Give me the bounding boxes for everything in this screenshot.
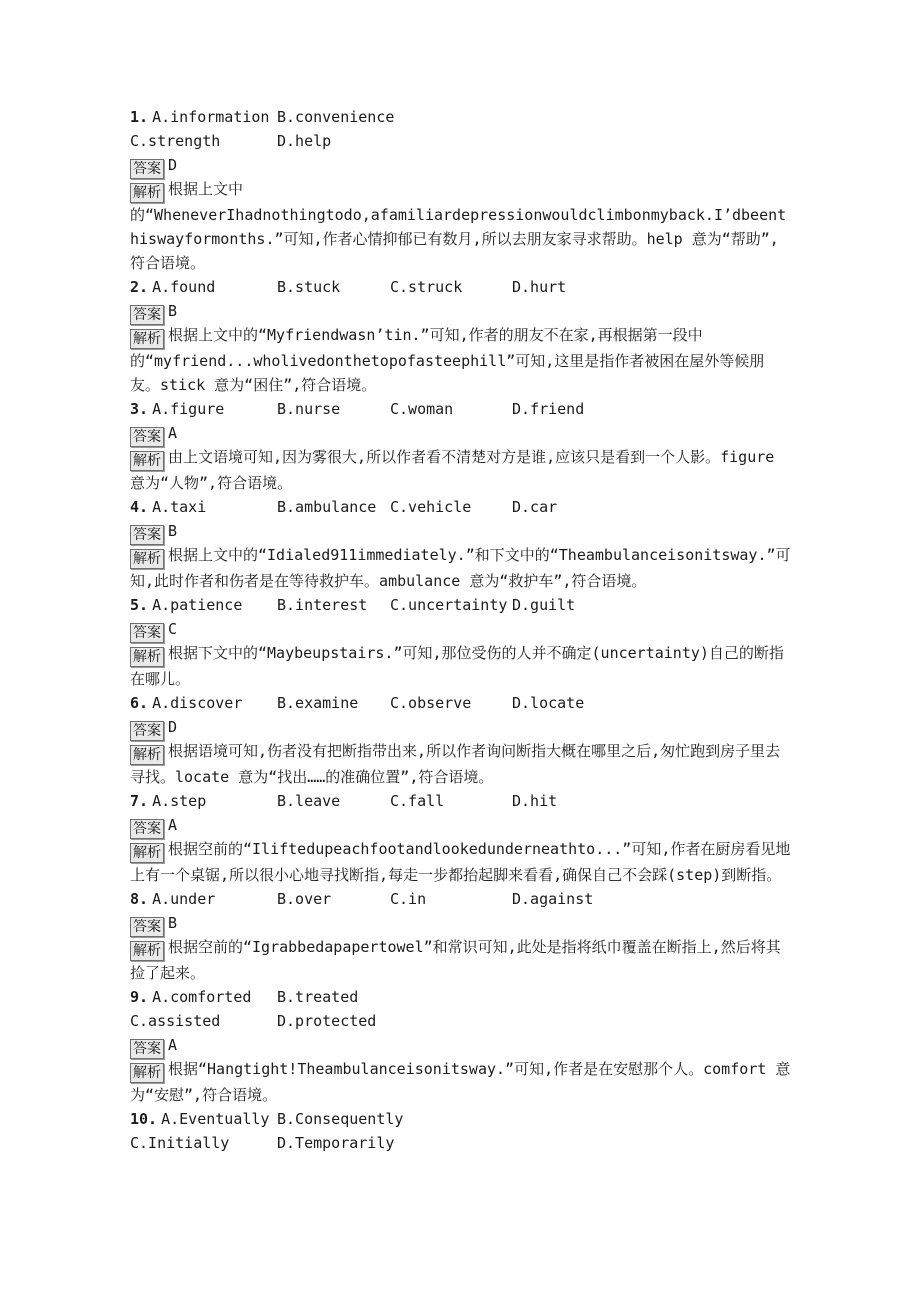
option-label: C.assisted — [130, 1012, 221, 1030]
option-cell — [390, 495, 512, 519]
option-label: A.figure — [152, 400, 225, 418]
option-cell — [277, 1009, 793, 1033]
option-label: B.treated — [277, 988, 359, 1006]
option-cell — [130, 129, 277, 153]
answer-line — [130, 715, 793, 739]
option-cell — [130, 593, 277, 617]
question-number: 5. — [130, 596, 149, 614]
option-label: C.in — [390, 890, 427, 908]
analysis-label: 解析 — [130, 941, 164, 961]
option-cell — [277, 129, 793, 153]
option-rows — [130, 985, 793, 1033]
answer-label: 答案 — [130, 525, 164, 545]
option-label: D.friend — [512, 400, 585, 418]
question-block — [130, 985, 793, 1107]
answer-label: 答案 — [130, 819, 164, 839]
option-cell — [512, 691, 793, 715]
question-number: 10. — [130, 1110, 158, 1128]
question-number: 6. — [130, 694, 149, 712]
option-cell — [277, 275, 390, 299]
option-label: B.examine — [277, 694, 359, 712]
option-label: C.woman — [390, 400, 454, 418]
question-number: 1. — [130, 108, 149, 126]
option-label: B.over — [277, 890, 332, 908]
option-cell — [277, 495, 390, 519]
option-rows — [130, 495, 793, 519]
option-cell — [277, 593, 390, 617]
option-cell — [390, 887, 512, 911]
answer-label: 答案 — [130, 305, 164, 325]
option-cell — [390, 691, 512, 715]
question-block — [130, 275, 793, 397]
question-block — [130, 887, 793, 985]
option-label: A.Eventually — [161, 1110, 270, 1128]
option-label: D.locate — [512, 694, 585, 712]
option-cell — [130, 1131, 277, 1155]
analysis-paragraph — [130, 641, 793, 691]
option-row — [130, 129, 793, 153]
analysis-label: 解析 — [130, 329, 164, 349]
option-label: A.step — [152, 792, 207, 810]
analysis-paragraph — [130, 1057, 793, 1107]
answer-line — [130, 813, 793, 837]
option-label: D.Temporarily — [277, 1134, 395, 1152]
option-cell — [277, 691, 390, 715]
option-label: B.convenience — [277, 108, 395, 126]
analysis-text: 根据上文中的“WheneverIhadnothingtodo,afamiliardepressionwouldclimbonmyback.I’dbeenthiswayformonths.”可知,作者心情抑郁已有数月,所以去朋友家寻求帮助。help 意为“帮助”,符合语境。 — [130, 180, 787, 272]
analysis-text: 根据上文中的“Myfriendwasn’tin.”可知,作者的朋友不在家,再根据第一段中的“myfriend...wholivedonthetopofasteephill”可知,这里是指作者被困在屋外等候朋友。stick 意为“困住”,符合语境。 — [130, 326, 765, 394]
analysis-text: 根据下文中的“Maybeupstairs.”可知,那位受伤的人并不确定(uncertainty)自己的断指在哪儿。 — [130, 644, 784, 688]
option-row — [130, 105, 793, 129]
answer-value: D — [168, 718, 178, 736]
option-rows — [130, 789, 793, 813]
option-label: C.observe — [390, 694, 472, 712]
option-label: A.discover — [152, 694, 243, 712]
analysis-label: 解析 — [130, 549, 164, 569]
answer-label: 答案 — [130, 917, 164, 937]
option-cell — [277, 985, 793, 1009]
answer-value: A — [168, 816, 178, 834]
option-label: A.found — [152, 278, 216, 296]
option-row — [130, 691, 793, 715]
analysis-paragraph — [130, 543, 793, 593]
answer-value: C — [168, 620, 178, 638]
option-cell — [512, 495, 793, 519]
answer-value: B — [168, 522, 178, 540]
option-cell — [277, 887, 390, 911]
option-rows — [130, 1107, 793, 1155]
option-row — [130, 397, 793, 421]
analysis-label: 解析 — [130, 647, 164, 667]
option-cell — [277, 105, 793, 129]
analysis-label: 解析 — [130, 1063, 164, 1083]
option-label: C.strength — [130, 132, 221, 150]
answer-value: A — [168, 424, 178, 442]
analysis-paragraph — [130, 739, 793, 789]
question-number: 8. — [130, 890, 149, 908]
question-number: 3. — [130, 400, 149, 418]
option-cell — [130, 691, 277, 715]
answer-value: A — [168, 1036, 178, 1054]
answer-label: 答案 — [130, 159, 164, 179]
question-number: 7. — [130, 792, 149, 810]
option-rows — [130, 397, 793, 421]
option-label: B.ambulance — [277, 498, 377, 516]
option-cell — [130, 1009, 277, 1033]
analysis-label: 解析 — [130, 183, 164, 203]
question-number: 4. — [130, 498, 149, 516]
option-row — [130, 495, 793, 519]
analysis-label: 解析 — [130, 745, 164, 765]
option-rows — [130, 887, 793, 911]
option-row — [130, 1131, 793, 1155]
analysis-text: 根据空前的“Iliftedupeachfootandlookedunderneathto...”可知,作者在厨房看见地上有一个桌锯,所以很小心地寻找断指,每走一步都抬起脚来看看,确保自己不会踩(step)到断指。 — [130, 840, 791, 884]
question-block — [130, 789, 793, 887]
option-row — [130, 593, 793, 617]
option-cell — [130, 275, 277, 299]
option-row — [130, 1009, 793, 1033]
option-label: B.leave — [277, 792, 341, 810]
option-label: D.against — [512, 890, 594, 908]
answer-line — [130, 421, 793, 445]
option-cell — [130, 495, 277, 519]
option-cell — [390, 789, 512, 813]
option-row — [130, 887, 793, 911]
analysis-text: 根据空前的“Igrabbedapapertowel”和常识可知,此处是指将纸巾覆盖在断指上,然后将其捡了起来。 — [130, 938, 781, 982]
option-rows — [130, 275, 793, 299]
option-cell — [277, 397, 390, 421]
option-label: C.Initially — [130, 1134, 230, 1152]
question-number: 9. — [130, 988, 149, 1006]
answer-line — [130, 911, 793, 935]
answer-label: 答案 — [130, 721, 164, 741]
option-label: C.vehicle — [390, 498, 472, 516]
answer-line — [130, 519, 793, 543]
option-cell — [130, 985, 277, 1009]
option-label: D.protected — [277, 1012, 377, 1030]
option-label: B.interest — [277, 596, 368, 614]
analysis-paragraph — [130, 935, 793, 985]
option-label: D.help — [277, 132, 332, 150]
question-block — [130, 495, 793, 593]
option-label: C.struck — [390, 278, 463, 296]
analysis-label: 解析 — [130, 843, 164, 863]
answer-value: B — [168, 302, 178, 320]
option-label: D.hurt — [512, 278, 567, 296]
answer-line — [130, 299, 793, 323]
analysis-label: 解析 — [130, 451, 164, 471]
option-cell — [130, 397, 277, 421]
option-cell — [130, 105, 277, 129]
option-label: D.hit — [512, 792, 558, 810]
answer-label: 答案 — [130, 427, 164, 447]
question-block — [130, 691, 793, 789]
analysis-text: 由上文语境可知,因为雾很大,所以作者看不清楚对方是谁,应该只是看到一个人影。figure 意为“人物”,符合语境。 — [130, 448, 775, 492]
analysis-paragraph — [130, 837, 793, 887]
answer-value: B — [168, 914, 178, 932]
option-cell — [390, 593, 512, 617]
option-label: A.information — [152, 108, 270, 126]
option-cell — [512, 789, 793, 813]
option-cell — [130, 887, 277, 911]
option-label: B.nurse — [277, 400, 341, 418]
option-label: C.uncertainty — [390, 596, 508, 614]
answer-line — [130, 153, 793, 177]
option-cell — [277, 1107, 793, 1131]
analysis-text: 根据“Hangtight!Theambulanceisonitsway.”可知,作者是在安慰那个人。comfort 意为“安慰”,符合语境。 — [130, 1060, 791, 1104]
question-block — [130, 105, 793, 275]
option-cell — [512, 593, 793, 617]
option-label: B.Consequently — [277, 1110, 404, 1128]
option-rows — [130, 105, 793, 153]
answer-label: 答案 — [130, 623, 164, 643]
option-rows — [130, 593, 793, 617]
option-cell — [390, 397, 512, 421]
answer-value: D — [168, 156, 178, 174]
option-cell — [130, 789, 277, 813]
option-label: D.car — [512, 498, 558, 516]
option-cell — [277, 1131, 793, 1155]
option-cell — [390, 275, 512, 299]
option-label: D.guilt — [512, 596, 576, 614]
option-label: A.comforted — [152, 988, 252, 1006]
option-cell — [512, 887, 793, 911]
option-cell — [130, 1107, 277, 1131]
question-block — [130, 593, 793, 691]
option-row — [130, 789, 793, 813]
option-row — [130, 985, 793, 1009]
analysis-paragraph — [130, 445, 793, 495]
option-cell — [277, 789, 390, 813]
option-label: A.taxi — [152, 498, 207, 516]
question-block — [130, 397, 793, 495]
option-label: A.patience — [152, 596, 243, 614]
option-rows — [130, 691, 793, 715]
answer-line — [130, 617, 793, 641]
option-label: B.stuck — [277, 278, 341, 296]
option-row — [130, 1107, 793, 1131]
analysis-paragraph — [130, 177, 793, 275]
analysis-text: 根据语境可知,伤者没有把断指带出来,所以作者询问断指大概在哪里之后,匆忙跑到房子里去寻找。locate 意为“找出……的准确位置”,符合语境。 — [130, 742, 781, 786]
answer-label: 答案 — [130, 1039, 164, 1059]
option-label: A.under — [152, 890, 216, 908]
option-row — [130, 275, 793, 299]
option-label: C.fall — [390, 792, 445, 810]
option-cell — [512, 275, 793, 299]
analysis-text: 根据上文中的“Idialed911immediately.”和下文中的“Theambulanceisonitsway.”可知,此时作者和伤者是在等待救护车。ambulance 意为“救护车”,符合语境。 — [130, 546, 791, 590]
option-cell — [512, 397, 793, 421]
question-block — [130, 1107, 793, 1155]
analysis-paragraph — [130, 323, 793, 397]
answer-line — [130, 1033, 793, 1057]
question-number: 2. — [130, 278, 149, 296]
